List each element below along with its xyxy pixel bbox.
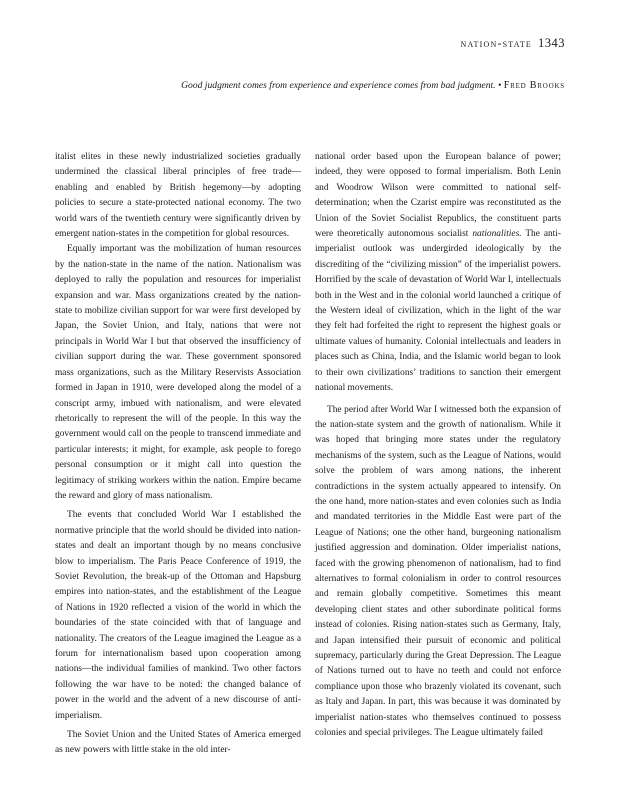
paragraph: Equally important was the mobilization of human resources by the nation-state in the name of the nation. Nationalism was deployed to rally the population and resources for imperialist expansion and war. Mass organizations created by the nation-state to mobilize civilian support for war were first developed by Japan, the Soviet Union, and Italy, nations that were not principals in World War I but that observed the insufficiency of civilian support during the war. These government sponsored mass organizations, such as the Military Reservists Association formed in Japan in 1910, were developed along the model of a conscript army, imbued with nationalism, and were elevated rhetorically to represent the will of the people. In this way the government would call on the people to transcend immediate and particular interests; it might, for example, ask people to forego personal consumption or it might call into question the legitimacy of striking workers within the nation. Empire became the reward and glory of mass nationalism. — [55, 244, 301, 501]
paragraph-text: The anti-imperialist outlook was undergirded ideologically by the discrediting of the “civilizing mission” of the imperialist powers. Horrified by the scale of devastation of World War I, intellectuals both in the West and in the colonial world launched a critique of the Western ideal of civilization, which in the light of the war they felt had forfeited the right to represent the highest goals or ultimate values of humanity. Colonial intellectuals and leaders in places such as China, India, and the Islamic world began to look to their own civilizations’ traditions to sanction their emergent national movements. — [315, 229, 562, 394]
epigraph-quote: Good judgment comes from experience and experience comes from bad judgment. — [181, 80, 496, 91]
running-header — [460, 36, 565, 51]
epigraph-separator: • — [497, 80, 502, 91]
epigraph-author: Fred Brooks — [503, 80, 565, 91]
running-title: nation-state — [460, 36, 532, 50]
page-number: 1343 — [538, 36, 565, 50]
left-column — [55, 150, 301, 759]
right-column — [315, 150, 561, 741]
paragraph: The events that concluded World War I established the normative principle that the world should be divided into nation-states and dealt an important though by no means conclusive blow to imperialism. The Paris Peace Conference of 1919, the Soviet Revolution, the break-up of the Ottoman and Hapsburg empires into nation-states, and the establishment of the League of Nations in 1920 reflected a vision of the world in which the boundaries of the state coincided with that of language and nationality. The creators of the League imagined the League as a forum for internationalism based upon cooperation among nations—the individual families of mankind. Two other factors following the war have to be noted: the changed balance of power in the world and the advent of a new discourse of anti-imperialism. — [55, 510, 301, 721]
paragraph: italist elites in these newly industrialized societies gradually undermined the classical liberal principles of free trade—enabling and enabled by British hegemony—by adopting policies to secure a state-protected national economy. The two world wars of the twentieth century were significantly driven by emergent nation-states in the competition for global resources. — [55, 152, 301, 240]
paragraph: The Soviet Union and the United States of America emerged as new powers with little stake in the old inter- — [55, 730, 301, 756]
epigraph — [181, 80, 565, 91]
emphasized-term: nationalities. — [472, 229, 522, 240]
paragraph — [315, 150, 561, 397]
paragraph-text: national order based upon the European balance of power; indeed, they were opposed to formal imperialism. Both Lenin and Woodrow Wilson were committed to national self-determination; when the Czarist empire was reconstituted as the Union of the Soviet Socialist Republics, the constituent parts were theoretically autonomous socialist — [315, 152, 561, 240]
paragraph: The period after World War I witnessed both the expansion of the nation-state system and the growth of nationalism. While it was hoped that bringing more states under the regulatory mechanisms of the system, such as the League of Nations, would solve the problem of wars among nations, the inherent contradictions in the system actually appeared to intensify. On the one hand, more nation-states and even colonies such as India and mandated territories in the Middle East were part of the League of Nations; one the other hand, burgeoning nationalism justified aggression and domination. Older imperialist nations, faced with the growing phenomenon of nationalism, had to find alternatives to formal colonialism in order to control resources and remain globally competitive. Sometimes this meant developing client states and other subordinate political forms instead of colonies. Rising nation-states such as Germany, Italy, and Japan intensified their pursuit of economic and political supremacy, particularly during the Great Depression. The League of Nations turned out to have no teeth and could not enforce compliance upon those who brazenly violated its covenant, such as Italy and Japan. In part, this was because it was dominated by imperialist nation-states who themselves continued to possess colonies and special privileges. The League ultimately failed — [315, 404, 561, 739]
